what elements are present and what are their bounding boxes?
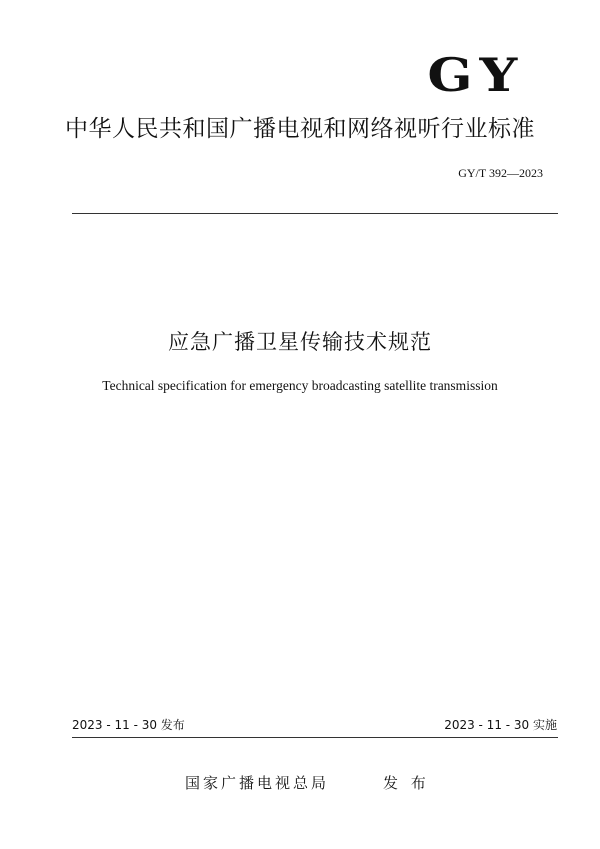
gy-logo: GY: [427, 48, 524, 102]
publish-label: 发 布: [383, 774, 430, 792]
publisher-name: 国家广播电视总局: [185, 774, 330, 792]
standard-code: GY/T 392—2023: [458, 166, 543, 180]
issue-date: 2023 - 11 - 30 发布: [72, 718, 185, 732]
top-divider: [72, 213, 558, 214]
bottom-divider: [72, 737, 558, 738]
standard-organization-title: 中华人民共和国广播电视和网络视听行业标准: [65, 116, 535, 142]
implementation-date: 2023 - 11 - 30 实施: [444, 718, 557, 732]
document-title-chinese: 应急广播卫星传输技术规范: [168, 330, 432, 354]
document-title-english: Technical specification for emergency broadcasting satellite transmission: [102, 378, 498, 393]
